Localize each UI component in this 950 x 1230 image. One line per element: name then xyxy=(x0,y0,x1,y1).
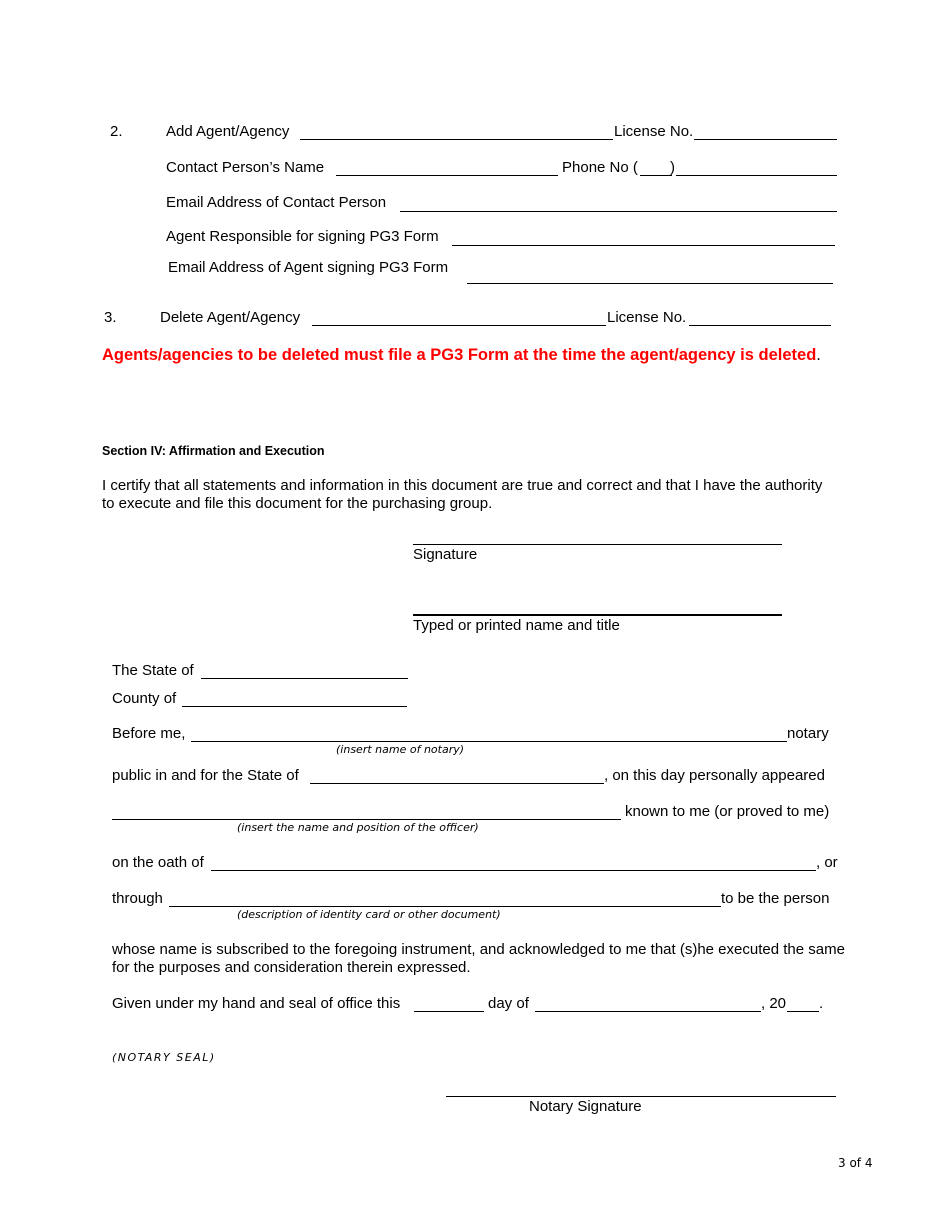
add-agent-label: Add Agent/Agency xyxy=(166,123,290,140)
oath-field[interactable] xyxy=(211,870,816,871)
add-license-field[interactable] xyxy=(694,139,837,140)
or-label: , or xyxy=(816,854,838,871)
email-contact-field[interactable] xyxy=(400,211,837,212)
signature-label: Signature xyxy=(413,546,478,563)
item-2-number: 2. xyxy=(110,123,123,140)
public-in-label: public in and for the State of xyxy=(112,767,299,784)
insert-notary-hint: (insert name of notary) xyxy=(336,743,465,756)
item-3-number: 3. xyxy=(104,309,117,326)
state-of-label: The State of xyxy=(112,662,194,679)
notary-signature-field[interactable] xyxy=(446,1096,836,1097)
person-label: to be the person xyxy=(721,890,830,907)
day-of-label: day of xyxy=(488,995,529,1012)
year-field[interactable] xyxy=(787,1011,819,1012)
delete-warning-period: . xyxy=(816,346,821,364)
phone-close-paren: ) xyxy=(670,159,675,176)
given-label: Given under my hand and seal of office this xyxy=(112,995,401,1012)
notary-seal-label: (NOTARY SEAL) xyxy=(112,1051,216,1064)
year-prefix: , 20 xyxy=(761,995,787,1012)
agent-responsible-field[interactable] xyxy=(452,245,835,246)
section-iv-heading: Section IV: Affirmation and Execution xyxy=(102,444,325,458)
day-field[interactable] xyxy=(414,1011,484,1012)
printed-name-field[interactable] xyxy=(413,614,782,616)
insert-officer-hint: (insert the name and position of the officer) xyxy=(237,821,479,834)
county-of-label: County of xyxy=(112,690,177,707)
email-agent-label: Email Address of Agent signing PG3 Form xyxy=(168,259,449,276)
oath-label: on the oath of xyxy=(112,854,204,871)
notary-word: notary xyxy=(787,725,829,742)
id-card-hint: (description of identity card or other document) xyxy=(237,908,501,921)
officer-field[interactable] xyxy=(112,819,621,820)
notary-name-field[interactable] xyxy=(191,741,787,742)
add-license-label: License No. xyxy=(614,123,694,140)
phone-number-field[interactable] xyxy=(676,175,837,176)
month-field[interactable] xyxy=(535,1011,761,1012)
known-label: known to me (or proved to me) xyxy=(625,803,830,820)
county-of-field[interactable] xyxy=(182,706,407,707)
add-agent-field[interactable] xyxy=(300,139,613,140)
email-contact-label: Email Address of Contact Person xyxy=(166,194,387,211)
identity-document-field[interactable] xyxy=(169,906,721,907)
signature-field[interactable] xyxy=(413,544,782,545)
public-state-field[interactable] xyxy=(310,783,604,784)
delete-warning-text: Agents/agencies to be deleted must file a PG3 Form at the time the agent/agency is deleted xyxy=(102,346,817,364)
agent-responsible-label: Agent Responsible for signing PG3 Form xyxy=(166,228,439,245)
appeared-label: , on this day personally appeared xyxy=(604,767,825,784)
delete-agent-field[interactable] xyxy=(312,325,606,326)
before-me-label: Before me, xyxy=(112,725,186,742)
contact-name-field[interactable] xyxy=(336,175,558,176)
contact-name-label: Contact Person’s Name xyxy=(166,159,325,176)
notary-signature-label: Notary Signature xyxy=(529,1098,642,1115)
delete-license-field[interactable] xyxy=(689,325,831,326)
phone-area-code-field[interactable] xyxy=(640,175,672,176)
certify-statement: I certify that all statements and information in this document are true and correct and that I have the authority to execute and file this document for the purchasing group. xyxy=(102,477,823,512)
state-of-field[interactable] xyxy=(201,678,408,679)
email-agent-field[interactable] xyxy=(467,283,833,284)
printed-name-label: Typed or printed name and title xyxy=(413,617,620,634)
page-number: 3 of 4 xyxy=(838,1156,873,1170)
through-label: through xyxy=(112,890,163,907)
phone-label: Phone No ( xyxy=(562,159,638,176)
delete-license-label: License No. xyxy=(607,309,687,326)
delete-agent-label: Delete Agent/Agency xyxy=(160,309,301,326)
year-suffix: . xyxy=(819,995,824,1012)
delete-warning xyxy=(102,345,822,366)
whose-name-statement: whose name is subscribed to the foregoing instrument, and acknowledged to me that (s)he executed the same for the purposes and consideration therein expressed. xyxy=(112,941,845,976)
